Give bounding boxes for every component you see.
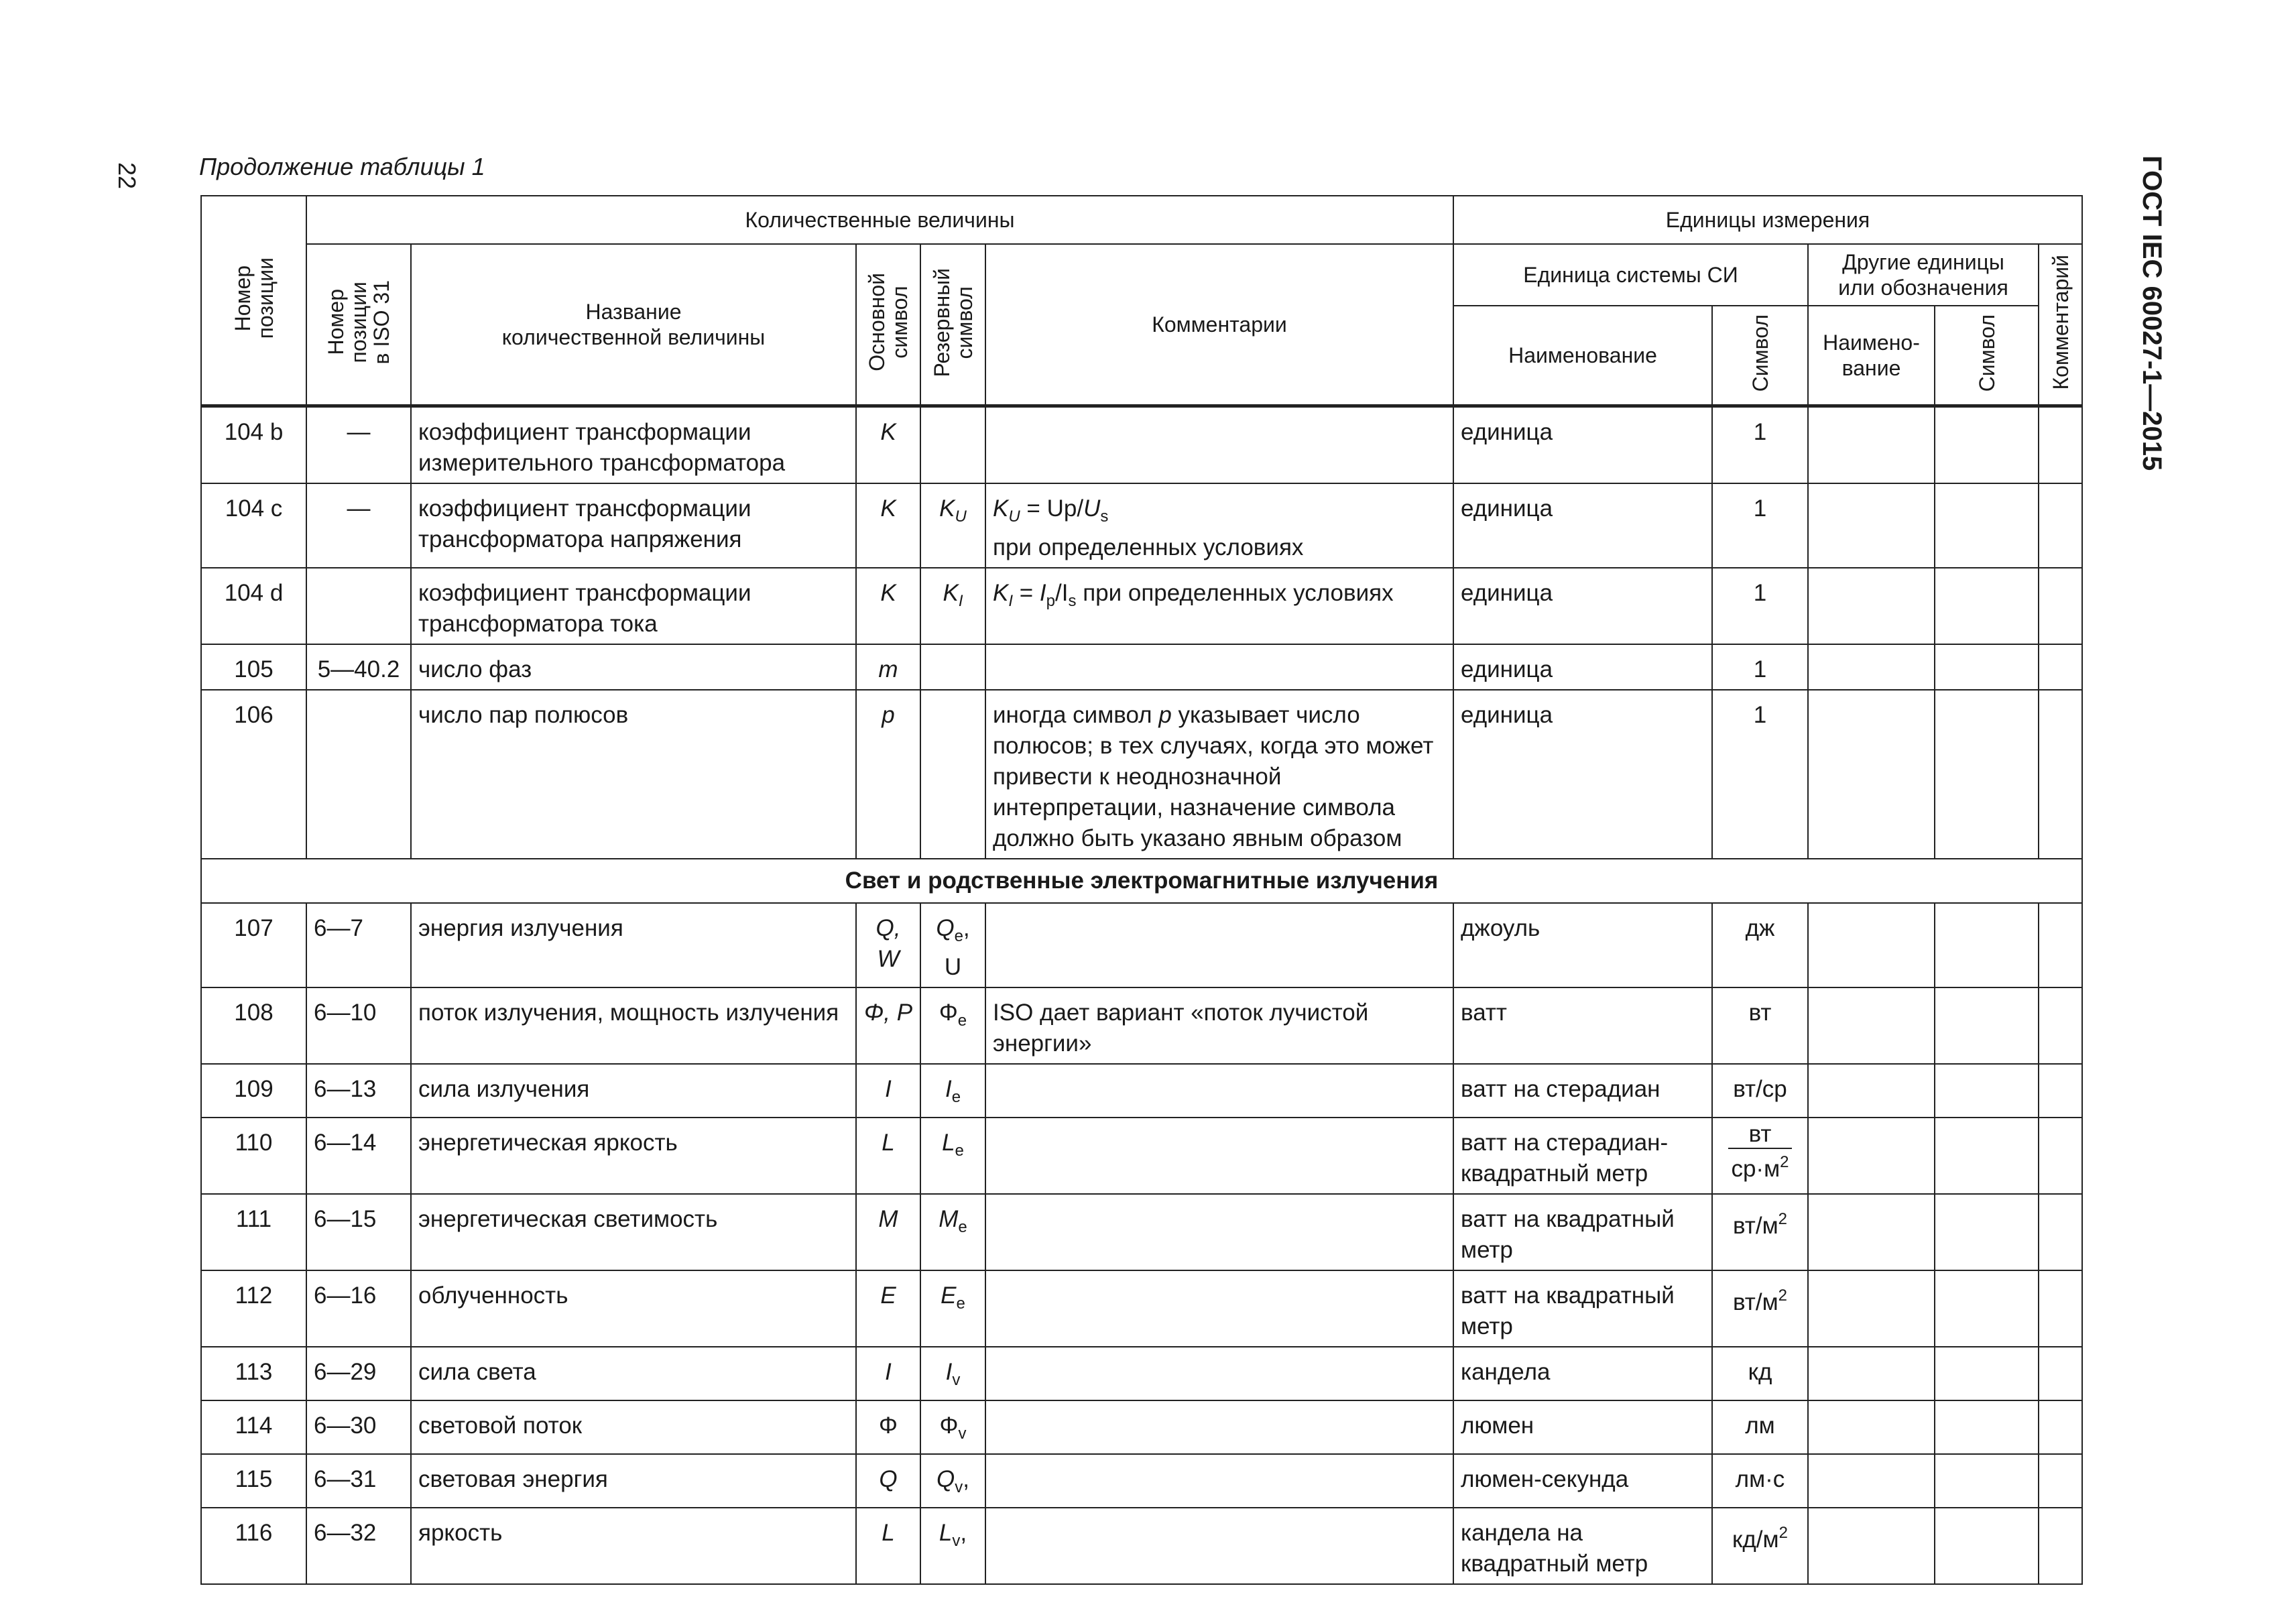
cell-comment (985, 1194, 1453, 1270)
cell-main-symbol: K (856, 483, 920, 568)
cell-iso: 6—32 (306, 1508, 411, 1584)
header-main-symbol: Основной символ (856, 244, 920, 406)
cell-si-name: кандела (1453, 1347, 1712, 1400)
cell-remark (2039, 903, 2082, 987)
header-comment: Комментарий (2039, 244, 2082, 406)
cell-pos: 110 (201, 1118, 306, 1194)
cell-iso: 6—13 (306, 1064, 411, 1118)
cell-main-symbol: L (856, 1118, 920, 1194)
cell-other-symbol (1935, 644, 2039, 690)
cell-si-symbol: $вт/м^2$ (1712, 1194, 1808, 1270)
cell-other-symbol (1935, 1347, 2039, 1400)
table-row (201, 1194, 2082, 1270)
cell-other-name (1808, 1400, 1935, 1454)
table-row (201, 1064, 2082, 1118)
cell-iso: 6—30 (306, 1400, 411, 1454)
cell-comment (985, 1508, 1453, 1584)
cell-reserve-symbol: $I_e$ (920, 1064, 985, 1118)
cell-si-name: ватт (1453, 987, 1712, 1064)
cell-comment (985, 1347, 1453, 1400)
table-row (201, 987, 2082, 1064)
cell-other-symbol (1935, 1064, 2039, 1118)
table-row (201, 1400, 2082, 1454)
cell-name: облученность (411, 1270, 856, 1347)
cell-si-symbol: 1 (1712, 644, 1808, 690)
cell-remark (2039, 690, 2082, 859)
units-table (200, 195, 2083, 1585)
cell-si-name: ватт на стерадиан-квадратный метр (1453, 1118, 1712, 1194)
cell-comment (985, 1118, 1453, 1194)
cell-pos: 113 (201, 1347, 306, 1400)
cell-iso: — (306, 406, 411, 483)
table-row (201, 903, 2082, 987)
cell-other-name (1808, 903, 1935, 987)
cell-comment: $K_I = I_p/I_s$ при определенных условиях (985, 568, 1453, 644)
cell-iso: 6—31 (306, 1454, 411, 1508)
cell-si-name: ватт на квадратный метр (1453, 1270, 1712, 1347)
cell-si-name: ватт на квадратный метр (1453, 1194, 1712, 1270)
cell-other-symbol (1935, 568, 2039, 644)
si-symbol-fraction: $\frac{вт}{ср\cdot м^2}$ (1728, 1121, 1791, 1183)
cell-name: число пар полюсов (411, 690, 856, 859)
cell-reserve-symbol: $\Phi_v$ (920, 1400, 985, 1454)
cell-comment (985, 903, 1453, 987)
cell-other-name (1808, 406, 1935, 483)
cell-iso: — (306, 483, 411, 568)
table-continuation-caption: Продолжение таблицы 1 (199, 153, 485, 180)
cell-si-name: кандела на квадратный метр (1453, 1508, 1712, 1584)
document-code: ГОСТ IEC 60027-1—2015 (2137, 156, 2167, 471)
cell-reserve-symbol: $M_e$ (920, 1194, 985, 1270)
cell-si-name: ватт на стерадиан (1453, 1064, 1712, 1118)
cell-main-symbol: Φ, P (856, 987, 920, 1064)
cell-other-name (1808, 690, 1935, 859)
cell-comment: ISO дает вариант «поток лучистой энергии» (985, 987, 1453, 1064)
cell-name: энергетическая яркость (411, 1118, 856, 1194)
cell-pos: 111 (201, 1194, 306, 1270)
header-row-2 (201, 244, 2082, 306)
cell-other-symbol (1935, 1454, 2039, 1508)
table-row (201, 644, 2082, 690)
cell-pos: 104 d (201, 568, 306, 644)
cell-pos: 115 (201, 1454, 306, 1508)
cell-other-name (1808, 1118, 1935, 1194)
table-row (201, 1118, 2082, 1194)
cell-si-symbol (1712, 1118, 1808, 1194)
header-units: Единицы измерения (1453, 196, 2082, 244)
cell-reserve-symbol: $K_I$ (920, 568, 985, 644)
cell-other-name (1808, 1508, 1935, 1584)
cell-name: коэффициент трансформации измерительного трансформатора (411, 406, 856, 483)
cell-other-name (1808, 1194, 1935, 1270)
cell-name: сила света (411, 1347, 856, 1400)
header-si-unit: Единица системы СИ (1453, 244, 1808, 306)
cell-reserve-symbol: $K_U$ (920, 483, 985, 568)
header-name: Название количественной величины (411, 244, 856, 406)
cell-remark (2039, 1118, 2082, 1194)
cell-remark (2039, 1454, 2082, 1508)
cell-si-name: джоуль (1453, 903, 1712, 987)
header-pos-no: Номер позиции (201, 196, 306, 406)
cell-remark (2039, 1270, 2082, 1347)
cell-reserve-symbol: $Q_v$, (920, 1454, 985, 1508)
cell-pos: 105 (201, 644, 306, 690)
cell-other-name (1808, 987, 1935, 1064)
cell-name: коэффициент трансформации трансформатора напряжения (411, 483, 856, 568)
cell-other-name (1808, 644, 1935, 690)
header-other-name: Наимено- вание (1808, 306, 1935, 406)
cell-reserve-symbol: $Q_e$, U (920, 903, 985, 987)
header-other-units: Другие единицы или обозначения (1808, 244, 2039, 306)
table-row (201, 1454, 2082, 1508)
header-row-1 (201, 196, 2082, 244)
cell-si-name: единица (1453, 568, 1712, 644)
cell-iso (306, 690, 411, 859)
header-other-symbol: Символ (1935, 306, 2039, 406)
cell-si-name: единица (1453, 644, 1712, 690)
cell-comment (985, 1270, 1453, 1347)
cell-si-symbol: кд (1712, 1347, 1808, 1400)
cell-remark (2039, 1194, 2082, 1270)
cell-si-symbol: 1 (1712, 483, 1808, 568)
header-reserve-symbol: Резервный символ (920, 244, 985, 406)
header-si-name: Наименование (1453, 306, 1712, 406)
cell-iso: 5—40.2 (306, 644, 411, 690)
cell-si-symbol: лм·с (1712, 1454, 1808, 1508)
cell-reserve-symbol (920, 406, 985, 483)
cell-comment (985, 406, 1453, 483)
cell-si-name: люмен (1453, 1400, 1712, 1454)
page-number: 22 (113, 162, 141, 190)
cell-comment (985, 1454, 1453, 1508)
table-row (201, 568, 2082, 644)
cell-main-symbol: p (856, 690, 920, 859)
cell-si-symbol: $кд/м^2$ (1712, 1508, 1808, 1584)
cell-comment (985, 644, 1453, 690)
cell-main-symbol: K (856, 406, 920, 483)
table-row (201, 483, 2082, 568)
section-row (201, 859, 2082, 903)
cell-si-name: единица (1453, 483, 1712, 568)
cell-comment: иногда символ p указывает число полюсов; в тех случаях, когда это может привести к неоднозначной интерпретации, назначение символа должно быть указано явным образом (985, 690, 1453, 859)
cell-other-symbol (1935, 1118, 2039, 1194)
cell-name: световая энергия (411, 1454, 856, 1508)
cell-remark (2039, 406, 2082, 483)
cell-pos: 108 (201, 987, 306, 1064)
cell-other-symbol (1935, 987, 2039, 1064)
cell-main-symbol: I (856, 1347, 920, 1400)
cell-name: число фаз (411, 644, 856, 690)
cell-other-symbol (1935, 690, 2039, 859)
cell-name: поток излучения, мощность излучения (411, 987, 856, 1064)
cell-si-name: люмен-секунда (1453, 1454, 1712, 1508)
cell-reserve-symbol: $E_e$ (920, 1270, 985, 1347)
cell-pos: 116 (201, 1508, 306, 1584)
section-title: Свет и родственные электромагнитные излучения (201, 859, 2082, 903)
cell-iso: 6—29 (306, 1347, 411, 1400)
cell-comment: $K_U = Up/U_s$ при определенных условиях (985, 483, 1453, 568)
cell-main-symbol: I (856, 1064, 920, 1118)
cell-name: коэффициент трансформации трансформатора тока (411, 568, 856, 644)
header-quantities: Количественные величины (306, 196, 1453, 244)
cell-main-symbol: m (856, 644, 920, 690)
cell-main-symbol: Φ (856, 1400, 920, 1454)
cell-si-symbol: $вт/м^2$ (1712, 1270, 1808, 1347)
cell-pos: 104 c (201, 483, 306, 568)
cell-pos: 107 (201, 903, 306, 987)
cell-other-name (1808, 568, 1935, 644)
cell-si-symbol: 1 (1712, 406, 1808, 483)
cell-reserve-symbol: $L_v$, (920, 1508, 985, 1584)
cell-remark (2039, 644, 2082, 690)
cell-si-symbol: дж (1712, 903, 1808, 987)
cell-other-name (1808, 1064, 1935, 1118)
cell-iso: 6—16 (306, 1270, 411, 1347)
cell-reserve-symbol: $\Phi_e$ (920, 987, 985, 1064)
cell-iso (306, 568, 411, 644)
cell-other-name (1808, 483, 1935, 568)
cell-iso: 6—7 (306, 903, 411, 987)
cell-main-symbol: E (856, 1270, 920, 1347)
header-si-symbol: Символ (1712, 306, 1808, 406)
cell-iso: 6—10 (306, 987, 411, 1064)
cell-other-symbol (1935, 1194, 2039, 1270)
cell-other-name (1808, 1347, 1935, 1400)
cell-remark (2039, 483, 2082, 568)
cell-iso: 6—14 (306, 1118, 411, 1194)
cell-remark (2039, 1400, 2082, 1454)
cell-remark (2039, 568, 2082, 644)
cell-other-name (1808, 1454, 1935, 1508)
cell-name: световой поток (411, 1400, 856, 1454)
cell-pos: 109 (201, 1064, 306, 1118)
cell-pos: 104 b (201, 406, 306, 483)
cell-comment (985, 1400, 1453, 1454)
cell-iso: 6—15 (306, 1194, 411, 1270)
cell-main-symbol: M (856, 1194, 920, 1270)
cell-si-symbol: лм (1712, 1400, 1808, 1454)
cell-reserve-symbol: $I_v$ (920, 1347, 985, 1400)
table-row (201, 406, 2082, 483)
cell-other-symbol (1935, 1400, 2039, 1454)
table-row (201, 1270, 2082, 1347)
cell-remark (2039, 1347, 2082, 1400)
cell-main-symbol: Q (856, 1454, 920, 1508)
cell-pos: 112 (201, 1270, 306, 1347)
cell-si-name: единица (1453, 406, 1712, 483)
table-row (201, 690, 2082, 859)
cell-si-symbol: 1 (1712, 568, 1808, 644)
cell-pos: 106 (201, 690, 306, 859)
cell-si-name: единица (1453, 690, 1712, 859)
cell-other-symbol (1935, 1508, 2039, 1584)
cell-si-symbol: вт (1712, 987, 1808, 1064)
table-row (201, 1347, 2082, 1400)
header-comments: Комментарии (985, 244, 1453, 406)
cell-remark (2039, 1508, 2082, 1584)
cell-other-symbol (1935, 1270, 2039, 1347)
cell-main-symbol: Q, W (856, 903, 920, 987)
cell-remark (2039, 1064, 2082, 1118)
cell-main-symbol: K (856, 568, 920, 644)
cell-name: яркость (411, 1508, 856, 1584)
cell-si-symbol: вт/ср (1712, 1064, 1808, 1118)
cell-name: сила излучения (411, 1064, 856, 1118)
cell-other-symbol (1935, 406, 2039, 483)
header-iso-no: Номер позиции в ISO 31 (306, 244, 411, 406)
cell-main-symbol: L (856, 1508, 920, 1584)
cell-reserve-symbol: $L_e$ (920, 1118, 985, 1194)
cell-name: энергетическая светимость (411, 1194, 856, 1270)
cell-name: энергия излучения (411, 903, 856, 987)
cell-other-symbol (1935, 903, 2039, 987)
cell-remark (2039, 987, 2082, 1064)
cell-reserve-symbol (920, 644, 985, 690)
cell-reserve-symbol (920, 690, 985, 859)
cell-pos: 114 (201, 1400, 306, 1454)
table-row (201, 1508, 2082, 1584)
cell-comment (985, 1064, 1453, 1118)
cell-other-name (1808, 1270, 1935, 1347)
cell-other-symbol (1935, 483, 2039, 568)
cell-si-symbol: 1 (1712, 690, 1808, 859)
